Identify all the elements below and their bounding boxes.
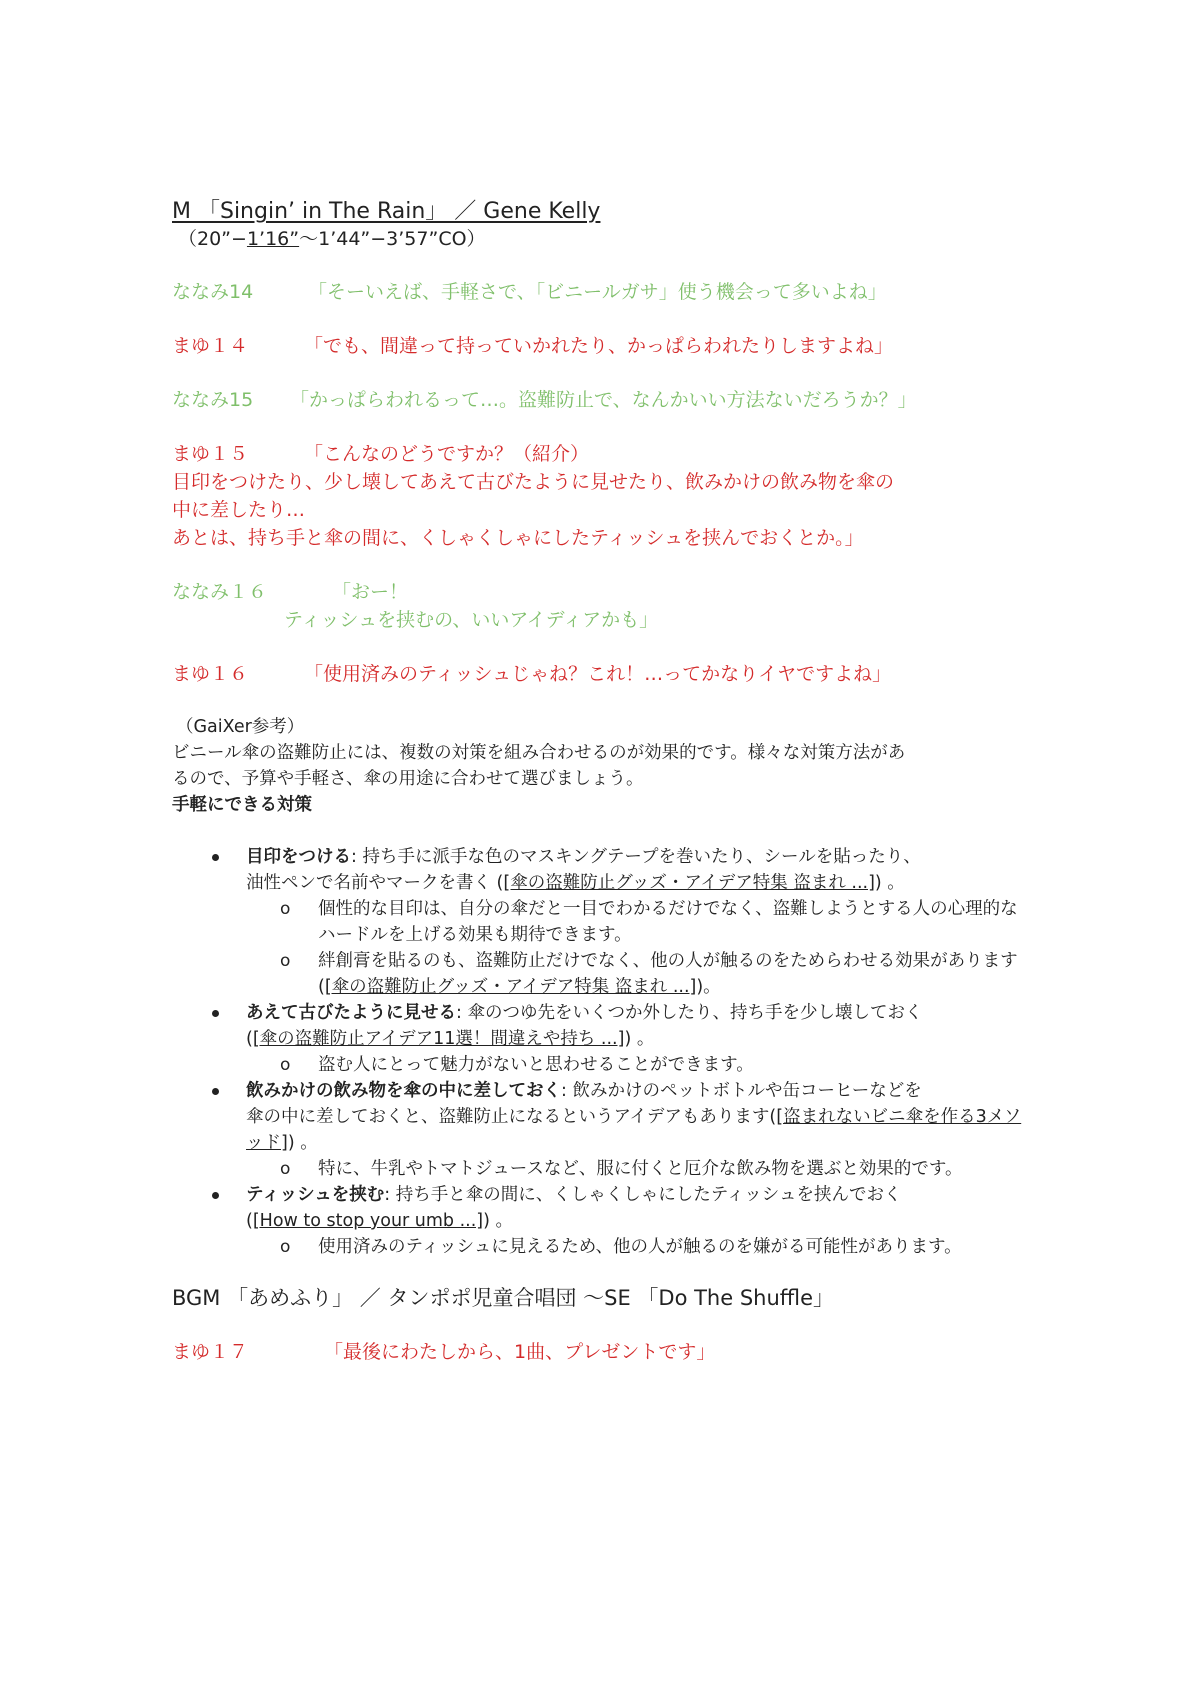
tip-text: ) 。 bbox=[624, 1029, 655, 1049]
subitem-text: )。 bbox=[696, 977, 721, 997]
dialogue-line bbox=[172, 578, 1032, 606]
timing-prefix: （20”− bbox=[178, 228, 247, 250]
tip-sublist bbox=[246, 896, 1032, 1000]
tip-text: ( bbox=[246, 1211, 253, 1231]
tip-item bbox=[172, 1078, 1032, 1182]
speaker-name: まゆ１６ bbox=[172, 663, 249, 685]
source-link[interactable]: [傘の盗難防止グッズ・アイデア特集 盗まれ ...] bbox=[324, 977, 697, 997]
source-link[interactable]: [盗まれないビニ傘を作る3メソッド] bbox=[246, 1107, 1022, 1153]
dialogue-line bbox=[172, 660, 1032, 688]
speaker-name: まゆ１５ bbox=[172, 443, 249, 465]
dialogue-line bbox=[172, 440, 1032, 468]
tip-item bbox=[172, 1000, 1032, 1078]
timing-suffix: 〜1’44”−3’57”CO） bbox=[299, 228, 486, 250]
tip-title: あえて古びたように見せる bbox=[246, 1003, 456, 1023]
reference-source: （GaiXer参考） bbox=[176, 717, 305, 737]
dialogue-block bbox=[172, 440, 1032, 552]
subitem-text: 絆創膏を貼るのも、盗難防止だけでなく、他の人が触るのをためらわせる効果があります( bbox=[318, 951, 1018, 997]
tip-title: 飲みかけの飲み物を傘の中に差しておく bbox=[246, 1081, 561, 1101]
tip-subitem bbox=[246, 1156, 1032, 1182]
tip-text: 油性ペンで名前やマークを書く ( bbox=[246, 873, 504, 893]
reference-heading: 手軽にできる対策 bbox=[172, 795, 312, 815]
source-link[interactable]: [傘の盗難防止グッズ・アイデア特集 盗まれ ...] bbox=[503, 873, 875, 893]
tip-text: ( bbox=[246, 1029, 253, 1049]
tip-sublist bbox=[246, 1234, 1032, 1260]
subitem-text: 特に、牛乳やトマトジュースなど、服に付くと厄介な飲み物を選ぶと効果的です。 bbox=[318, 1159, 963, 1179]
music-cue-timing bbox=[178, 226, 1032, 252]
tip-sublist bbox=[246, 1052, 1032, 1078]
reference-intro: ビニール傘の盗難防止には、複数の対策を組み合わせるのが効果的です。様々な対策方法があ bbox=[172, 743, 906, 763]
dialogue-text: 「でも、間違って持っていかれたり、かっぱらわれたりしますよね」 bbox=[304, 335, 894, 357]
tip-text: ) 。 bbox=[483, 1211, 514, 1231]
bgm-cue: BGM 「あめふり」 ／ タンポポ児童合唱団 〜SE 「Do The Shuffle」 bbox=[172, 1286, 835, 1310]
source-link[interactable]: [傘の盗難防止アイデア11選！間違えや持ち ...] bbox=[252, 1029, 625, 1049]
reference-intro: るので、予算や手軽さ、傘の用途に合わせて選びましょう。 bbox=[172, 769, 644, 789]
reference-section bbox=[172, 714, 1032, 818]
speaker-name: まゆ１７ bbox=[172, 1341, 249, 1363]
tip-sublist bbox=[246, 1156, 1032, 1182]
dialogue-text: 「使用済みのティッシュじゃね？これ！…ってかなりイヤですよね」 bbox=[304, 663, 892, 685]
dialogue-text: 「おー！ bbox=[332, 581, 409, 603]
tip-subitem bbox=[246, 948, 1032, 1000]
tip-text: : 飲みかけのペットボトルや缶コーヒーなどを bbox=[561, 1081, 922, 1101]
tip-subitem bbox=[246, 1234, 1032, 1260]
tip-text: : 傘のつゆ先をいくつか外したり、持ち手を少し壊しておく bbox=[456, 1003, 923, 1023]
tip-subitem bbox=[246, 896, 1032, 948]
tip-item bbox=[172, 844, 1032, 1000]
dialogue-block bbox=[172, 578, 1032, 634]
tip-subitem bbox=[246, 1052, 1032, 1078]
subitem-text: 個性的な目印は、自分の傘だと一目でわかるだけでなく、盗難しようとする人の心理的なハードルを上げる効果も期待できます。 bbox=[318, 899, 1018, 945]
dialogue-continuation: ティッシュを挟むの、いいアイディアかも」 bbox=[284, 609, 659, 631]
timing-underlined: 1’16” bbox=[246, 228, 300, 250]
dialogue-text: 「かっぱらわれるって…。盗難防止で、なんかいい方法ないだろうか？」 bbox=[290, 389, 917, 411]
dialogue-continuation: 目印をつけたり、少し壊してあえて古びたように見せたり、飲みかけの飲み物を傘の bbox=[172, 471, 895, 493]
source-link[interactable]: [How to stop your umb ...] bbox=[252, 1211, 484, 1231]
dialogue-text: 「こんなのどうですか？（紹介） bbox=[304, 443, 590, 465]
subitem-text: 使用済みのティッシュに見えるため、他の人が触るのを嫌がる可能性があります。 bbox=[318, 1237, 962, 1257]
tip-text: 傘の中に差しておくと、盗難防止になるというアイデアもあります( bbox=[246, 1107, 777, 1127]
dialogue-continuation: 中に差したり… bbox=[172, 499, 306, 521]
subitem-text: 盗む人にとって魅力がないと思わせることができます。 bbox=[318, 1055, 754, 1075]
dialogue-line bbox=[172, 386, 1032, 414]
dialogue-continuation: あとは、持ち手と傘の間に、くしゃくしゃにしたティッシュを挟んでおくとか。」 bbox=[172, 527, 864, 549]
dialogue-line bbox=[172, 332, 1032, 360]
dialogue-line bbox=[172, 1338, 1032, 1366]
tip-item bbox=[172, 1182, 1032, 1260]
tip-title: 目印をつける bbox=[246, 847, 351, 867]
speaker-name: まゆ１４ bbox=[172, 335, 249, 357]
script-page bbox=[172, 198, 1032, 1366]
speaker-name: ななみ１６ bbox=[172, 581, 268, 603]
speaker-name: ななみ14 bbox=[172, 281, 254, 303]
tip-text: : 持ち手と傘の間に、くしゃくしゃにしたティッシュを挟んでおく bbox=[384, 1185, 902, 1205]
dialogue-line bbox=[172, 278, 1032, 306]
tips-list bbox=[172, 844, 1032, 1260]
tip-title: ティッシュを挟む bbox=[246, 1185, 385, 1205]
dialogue-text: 「最後にわたしから、1曲、プレゼントです」 bbox=[324, 1341, 716, 1363]
dialogue-text: 「そーいえば、手軽さで、「ビニールガサ」使う機会って多いよね」 bbox=[308, 281, 887, 303]
tip-text: ) 。 bbox=[287, 1133, 318, 1153]
speaker-name: ななみ15 bbox=[172, 389, 254, 411]
music-cue-title: M 「Singin’ in The Rain」 ／ Gene Kelly bbox=[172, 199, 601, 224]
tip-text: ) 。 bbox=[874, 873, 905, 893]
tip-text: : 持ち手に派手な色のマスキングテープを巻いたり、シールを貼ったり、 bbox=[351, 847, 921, 867]
